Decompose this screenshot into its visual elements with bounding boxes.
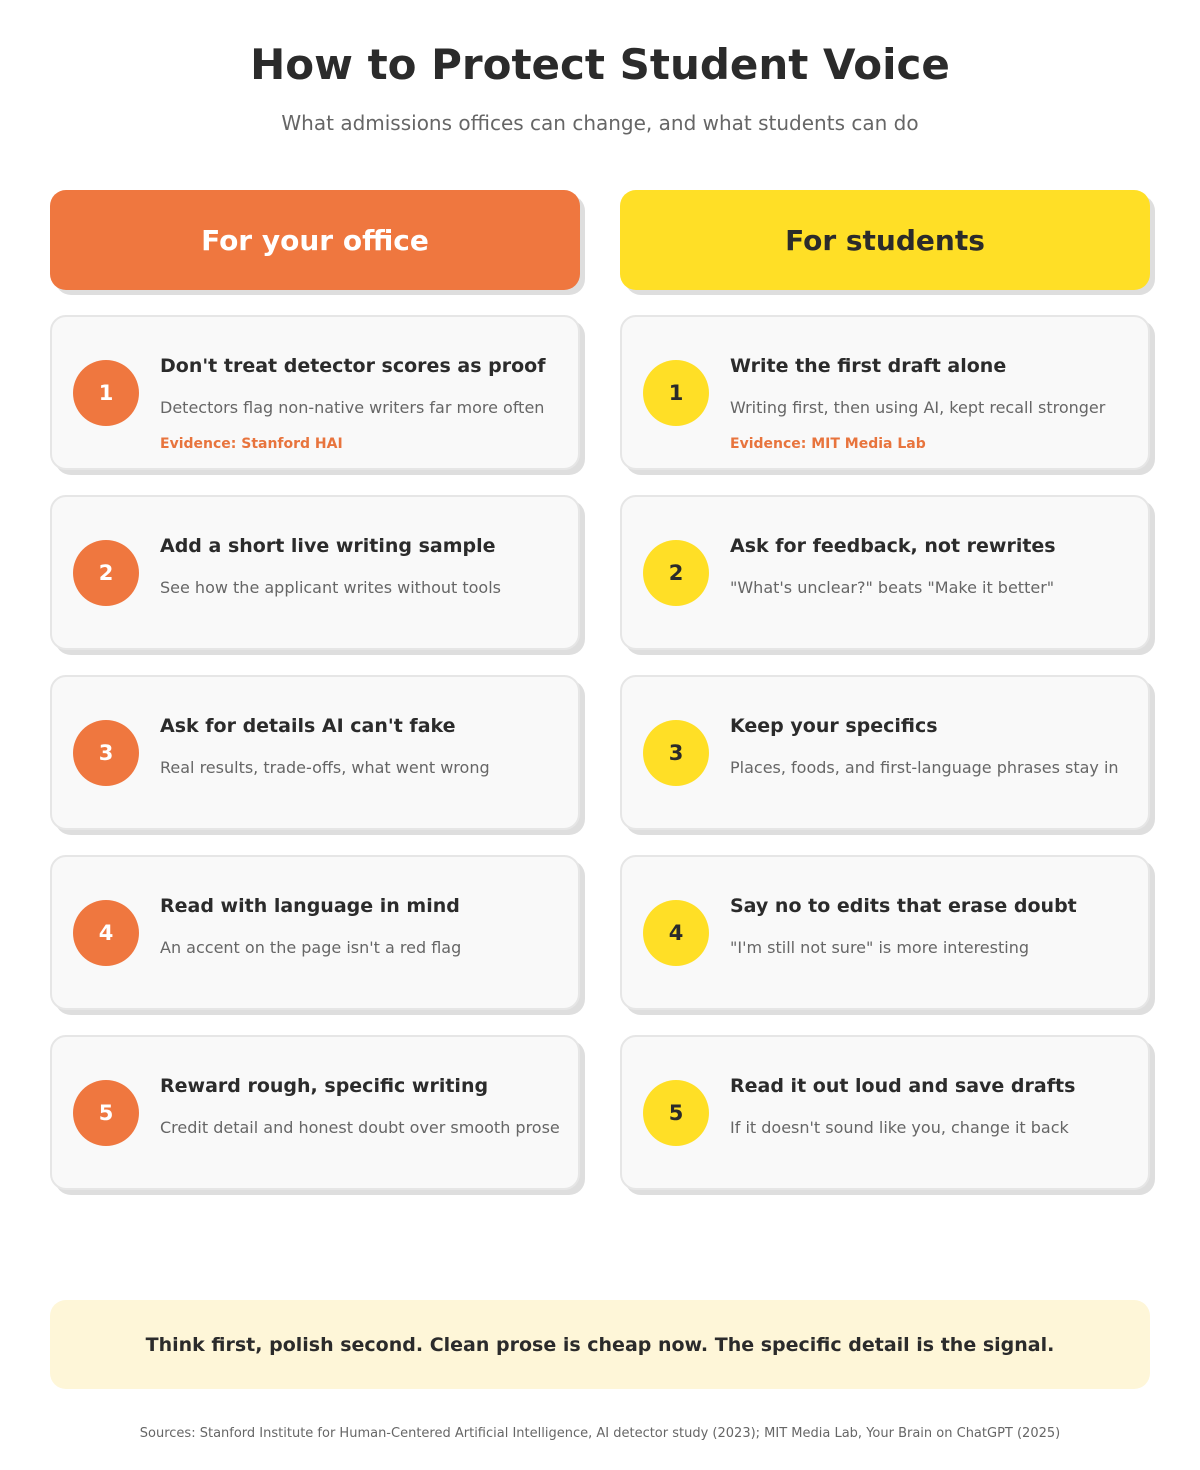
tip-title: Write the first draft alone — [730, 355, 1007, 377]
tip-description: Writing first, then using AI, kept recall stronger — [730, 398, 1106, 417]
step-number-badge: 3 — [73, 720, 139, 786]
tip-description: Detectors flag non-native writers far more often — [160, 398, 545, 417]
tip-title: Ask for feedback, not rewrites — [730, 535, 1056, 557]
office-tip-card-3 — [50, 675, 580, 830]
step-number-badge: 2 — [73, 540, 139, 606]
tip-title: Read it out loud and save drafts — [730, 1075, 1076, 1097]
step-number-badge: 4 — [643, 900, 709, 966]
tip-title: Keep your specifics — [730, 715, 938, 737]
tip-evidence: Evidence: MIT Media Lab — [730, 436, 926, 452]
office-column — [50, 190, 580, 1137]
tip-title: Say no to edits that erase doubt — [730, 895, 1077, 917]
sources-footnote: Sources: Stanford Institute for Human-Centered Artificial Intelligence, AI detector study (2023); MIT Media Lab, Your Brain on ChatGPT (2025) — [139, 1426, 1061, 1441]
student-tip-card-3 — [620, 675, 1150, 830]
tip-title: Reward rough, specific writing — [160, 1075, 489, 1097]
step-number-badge: 1 — [643, 360, 709, 426]
page-title: How to Protect Student Voice — [250, 40, 950, 89]
office-tip-card-4 — [50, 855, 580, 1010]
students-column — [620, 190, 1150, 1137]
takeaway-banner: Think first, polish second. Clean prose is cheap now. The specific detail is the signal. — [50, 1300, 1150, 1389]
tip-description: Places, foods, and first-language phrases stay in — [730, 758, 1119, 777]
office-tip-card-2 — [50, 495, 580, 650]
tip-title: Read with language in mind — [160, 895, 460, 917]
tip-description: If it doesn't sound like you, change it back — [730, 1118, 1069, 1137]
step-number-badge: 5 — [643, 1080, 709, 1146]
tip-evidence: Evidence: Stanford HAI — [160, 436, 343, 452]
student-tip-card-5 — [620, 1035, 1150, 1190]
step-number-badge: 5 — [73, 1080, 139, 1146]
student-tip-card-2 — [620, 495, 1150, 650]
student-tip-card-1 — [620, 315, 1150, 470]
tip-title: Ask for details AI can't fake — [160, 715, 456, 737]
office-tip-card-5 — [50, 1035, 580, 1190]
tip-description: See how the applicant writes without tools — [160, 578, 501, 597]
tip-description: An accent on the page isn't a red flag — [160, 938, 462, 957]
tip-title: Don't treat detector scores as proof — [160, 355, 546, 377]
office-column-header: For your office — [50, 190, 580, 290]
tip-description: "I'm still not sure" is more interesting — [730, 938, 1029, 957]
step-number-badge: 3 — [643, 720, 709, 786]
step-number-badge: 1 — [73, 360, 139, 426]
tip-description: "What's unclear?" beats "Make it better" — [730, 578, 1055, 597]
office-tip-card-1 — [50, 315, 580, 470]
step-number-badge: 2 — [643, 540, 709, 606]
tip-title: Add a short live writing sample — [160, 535, 496, 557]
tip-description: Real results, trade-offs, what went wrong — [160, 758, 490, 777]
step-number-badge: 4 — [73, 900, 139, 966]
students-column-header: For students — [620, 190, 1150, 290]
page-subtitle: What admissions offices can change, and what students can do — [281, 111, 919, 135]
tip-description: Credit detail and honest doubt over smooth prose — [160, 1118, 560, 1137]
student-tip-card-4 — [620, 855, 1150, 1010]
